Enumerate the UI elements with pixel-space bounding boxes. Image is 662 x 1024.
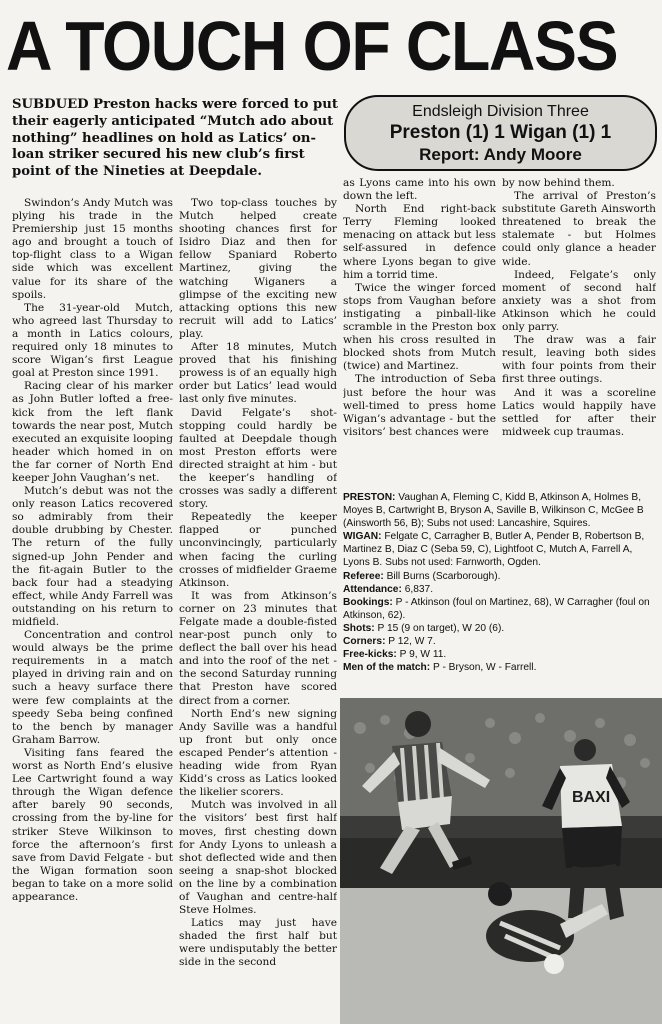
paragraph: Indeed, Felgate’s only moment of second half anxiety was a shot from Atkinson which he could only parry. (502, 268, 656, 334)
paragraph: The draw was a fair result, leaving both sides with four points from their first three outings. (502, 334, 656, 386)
paragraph: Repeatedly the keeper flapped or punched unconvincingly, particularly when facing the curling crosses of midfielder Graeme Atkinson. (179, 511, 337, 589)
paragraph: Latics may just have shaded the first half but were undisputably the better side in the second (179, 917, 337, 969)
facts-label: Bookings: (343, 596, 393, 608)
shirt-sponsor: BAXI (572, 789, 611, 806)
facts-bookings (343, 596, 657, 622)
facts-label: PRESTON: (343, 492, 396, 503)
competition: Endsleigh Division Three (412, 103, 589, 120)
paragraph: North End right-back Terry Fleming looked menacing on attack but less self-assured in defence where Lyons began to give him a torrid time. (343, 203, 496, 281)
headline: A TOUCH OF CLASS (6, 7, 618, 85)
facts-text: 6,837. (401, 583, 434, 595)
facts-label: Shots: (343, 622, 375, 634)
facts-preston (343, 491, 657, 530)
facts-label: Free-kicks: (343, 649, 397, 661)
football (544, 954, 564, 974)
match-facts (343, 491, 657, 674)
facts-men-of-match (343, 661, 657, 674)
paragraph: It was from Atkinson’s corner on 23 minutes that Felgate made a double-fisted near-post punch only to deflect the ball over his head and into the roof of the net - the second Saturday running that Preston have scored direct from a corner. (179, 589, 337, 707)
paragraph: Two top-class touches by Mutch helped create shooting chances first for Isidro Diaz and then for fellow Spaniard Roberto Martinez, giving the watching Wiganers a glimpse of the exciting new attacking options this new recruit will add to Latics’ play. (179, 197, 337, 340)
paragraph: And it was a scoreline Latics would happily have settled for after their midweek cup traumas. (502, 386, 656, 438)
facts-text: P 12, W 7. (385, 636, 436, 648)
paragraph: Racing clear of his marker as John Butler lofted a free-kick from the left flank towards the near post, Mutch executed an exquisite looping header which homed in on the far corner of North End keeper John Vaughan’s net. (12, 380, 173, 484)
player-head (405, 711, 431, 737)
paragraph: The 31-year-old Mutch, who agreed last Thursday to a month in Latics colours, required only 18 minutes to score Wigan’s first League goal at Preston since 1991. (12, 301, 173, 380)
paragraph: Concentration and control would always be the prime requirements in a match played in driving rain and on such a heavy surface there were few complaints at the speedy Seba being confined to the bench by manager Graham Barrow. (12, 629, 173, 746)
paragraph: The arrival of Preston’s substitute Gareth Ainsworth threatened to break the stalemate - but Holmes could only glance a header wide. (502, 190, 656, 268)
paragraph: by now behind them. (502, 177, 615, 189)
facts-text: P 15 (9 on target), W 20 (6). (374, 622, 505, 634)
paragraph: as Lyons came into his own down the left. (343, 177, 496, 203)
facts-text: Bill Burns (Scarborough). (383, 570, 501, 582)
facts-text: Felgate C, Carragher B, Butler A, Pender B, Robertson B, Martinez B, Diaz C (Seba 59, C), Lightfoot C, Mutch A, Farrell A, Lyons B. Subs not used: Farnworth, Ogden. (343, 531, 645, 569)
match-info-box (344, 95, 657, 171)
article-column-4 (502, 177, 656, 495)
standfirst: SUBDUED Preston hacks were forced to put their eagerly anticipated “Mutch ado about nothing” headlines on hold as Latics’ on-loan striker secured his new club’s first point of the Nineties at Deepdale. (12, 97, 338, 180)
article-column-1 (12, 197, 173, 1023)
paragraph: Visiting fans feared the worst as North End’s elusive Lee Cartwright found a way through the Wigan defence after barely 90 seconds, crossing from the by-line for striker Steve Wilkinson to force the afternoon’s first save from David Felgate - but the Wigan formation soon began to take on a more solid appearance. (12, 746, 173, 903)
player-head (574, 739, 596, 761)
facts-label: WIGAN: (343, 531, 382, 543)
score-line: Preston (1) 1 Wigan (1) 1 (389, 122, 612, 143)
paragraph: Mutch’s debut was not the only reason Latics recovered so admirably from their double drubbing by Chester. The return of the fully signed-up John Pender and the fit-again Butler to the back four had a steadying effect, while Andy Farrell was outstanding on his return to midfield. (12, 485, 173, 628)
facts-shots (343, 622, 657, 635)
report-byline: Report: Andy Moore (419, 145, 582, 164)
facts-text: P - Bryson, W - Farrell. (430, 662, 537, 674)
paragraph: The introduction of Seba just before the hour was well-timed to press home Wigan’s advantage - but the visitors’ best chances were (343, 373, 496, 438)
facts-text: P - Atkinson (foul on Martinez, 68), W Carragher (foul on Atkinson, 62). (343, 596, 650, 621)
article-column-2 (179, 197, 337, 1023)
player-head (488, 882, 512, 906)
facts-label: Attendance: (343, 583, 402, 595)
player-shorts (562, 826, 622, 868)
paragraph: North End’s new signing Andy Saville was a handful up front but only once escaped Pender’s attention - heading wide from Ryan Kidd’s cross as Latics looked the likelier scorers. (179, 707, 337, 799)
facts-free-kicks (343, 648, 657, 661)
match-photo (340, 698, 662, 1024)
facts-label: Corners: (343, 636, 386, 648)
facts-text: Vaughan A, Fleming C, Kidd B, Atkinson A, Holmes B, Moyes B, Cartwright B, Bryson A, Saville B, Wilkinson C, McGee B (Ainsworth 56, B); Subs not used: Lancashire, Squires. (343, 492, 644, 530)
paragraph: Swindon’s Andy Mutch was plying his trade in the Premiership just 15 months ago and brought a touch of top-flight class to a Wigan side which was excellent value for its share of the spoils. (12, 197, 173, 301)
facts-label: Referee: (343, 570, 384, 582)
facts-attendance (343, 583, 657, 596)
paragraph: David Felgate’s shot-stopping could hardly be faulted at Deepdale though most Preston efforts were directed straight at him - but the keeper’s handling of crosses was sadly a different story. (179, 406, 337, 511)
facts-corners (343, 635, 657, 648)
paragraph: After 18 minutes, Mutch proved that his finishing prowess is of an equally high order but Latics’ lead would last only five minutes. (179, 341, 337, 406)
facts-referee (343, 570, 657, 583)
facts-wigan (343, 530, 657, 569)
article-column-3 (343, 177, 496, 495)
facts-label: Men of the match: (343, 662, 431, 674)
paragraph: Mutch was involved in all the visitors’ best first half moves, first chesting down for Andy Lyons to unleash a shot deflected wide and then seeing a snap-shot blocked on the line by a combination of Vaughan and centre-half Steve Holmes. (179, 799, 337, 917)
facts-text: P 9, W 11. (396, 649, 447, 661)
paragraph: Twice the winger forced stops from Vaughan before instigating a pinball-like scramble in the Preston box when his cross resulted in blocked shots from Mutch (twice) and Martinez. (343, 281, 496, 373)
